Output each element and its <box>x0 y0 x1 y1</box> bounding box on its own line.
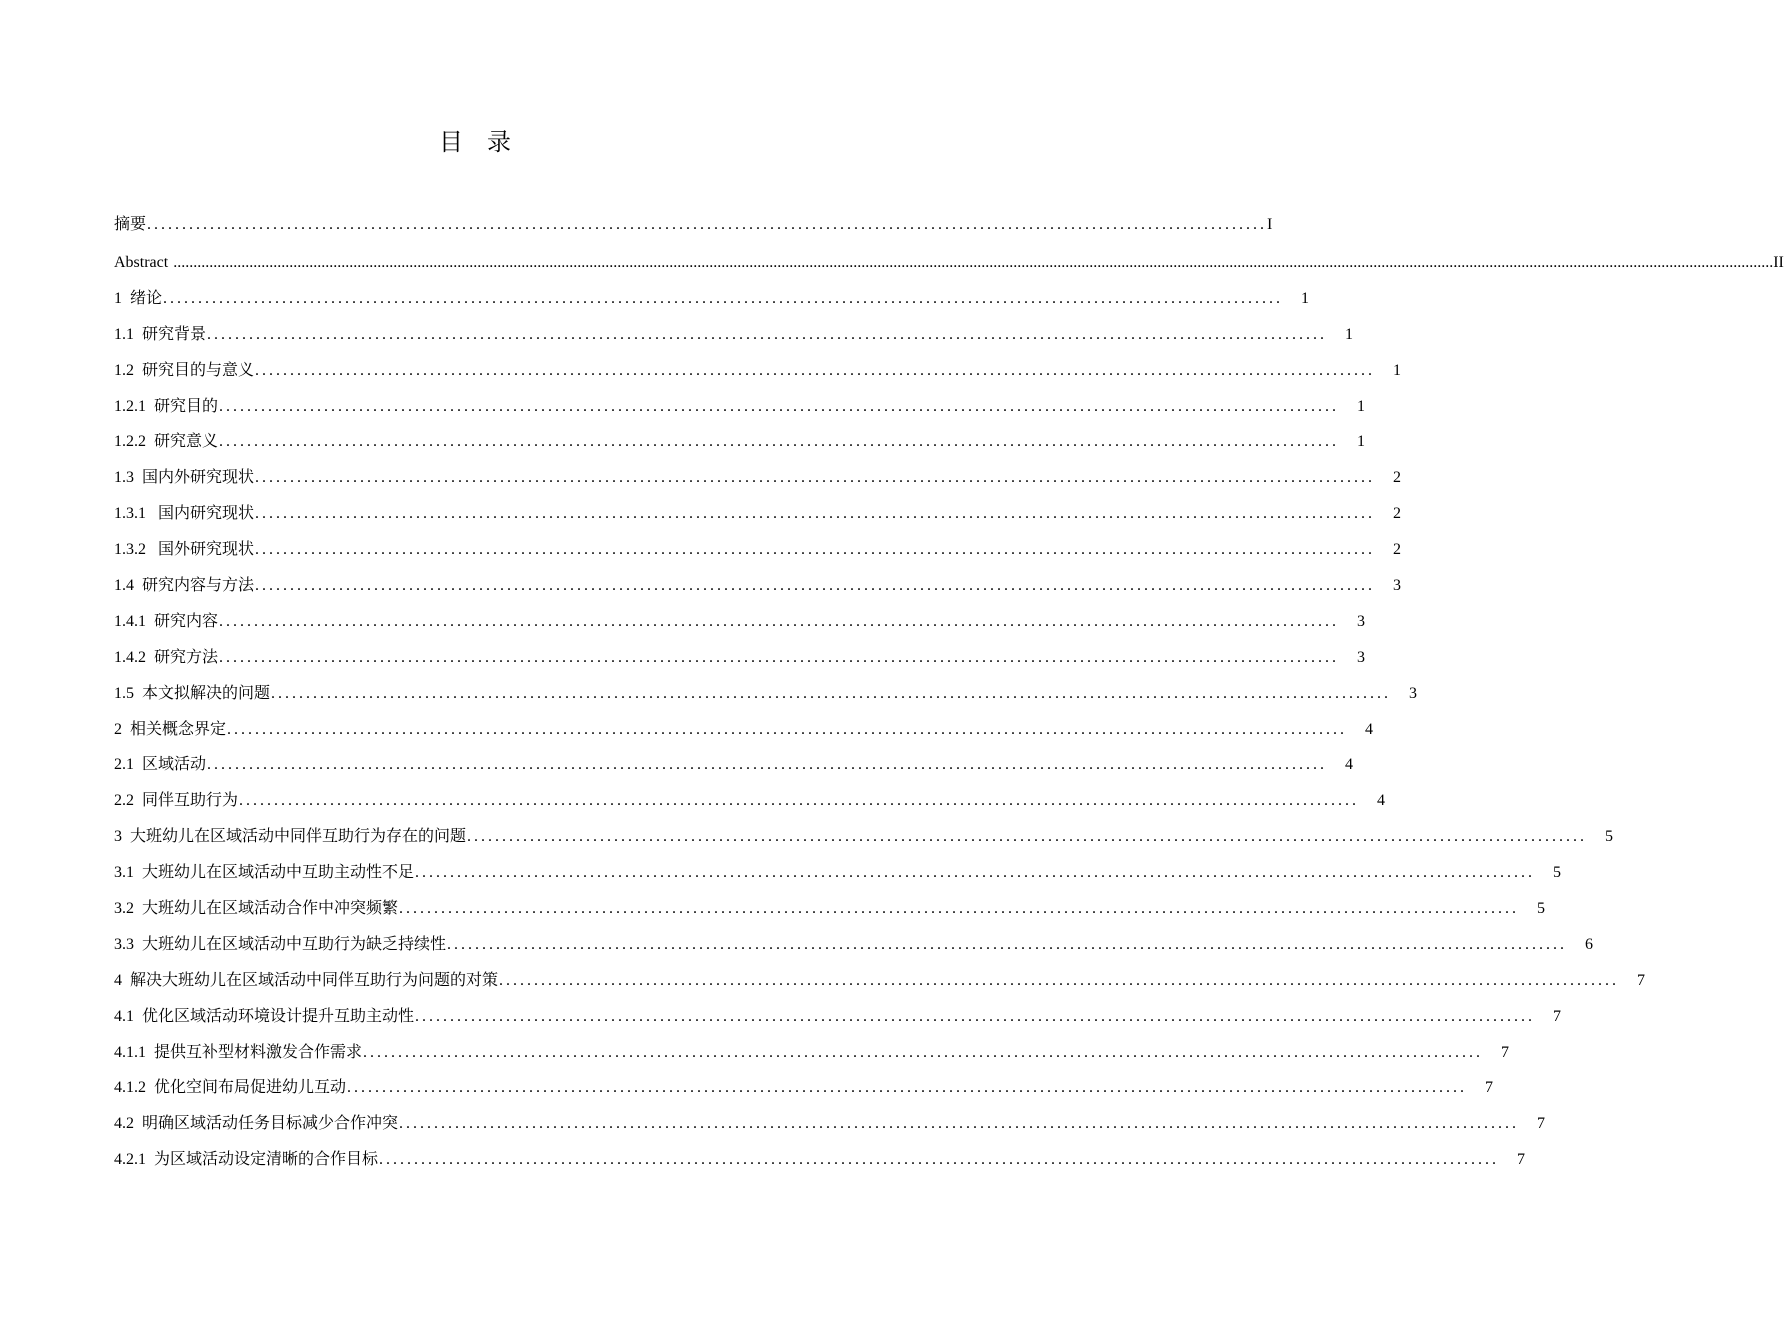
toc-entry-label: 4 解决大班幼儿在区域活动中同伴互助行为问题的对策 <box>114 971 499 989</box>
toc-entry-page-number: 5 <box>1553 864 1562 882</box>
toc-entry-label: 3.1 大班幼儿在区域活动中互助主动性不足 <box>114 864 415 882</box>
toc-dot-leader: ................................................................................................................................................................ <box>219 648 1340 666</box>
toc-entry[interactable] <box>114 790 1386 826</box>
toc-entry-page-number: 2 <box>1393 541 1402 559</box>
toc-entry-label: 4.1 优化区域活动环境设计提升互助主动性 <box>114 1007 415 1025</box>
toc-entry-page-number: 7 <box>1517 1151 1526 1169</box>
toc-entry[interactable] <box>114 898 1546 934</box>
toc-entry-page-number: 3 <box>1393 577 1402 595</box>
toc-entry[interactable] <box>114 611 1366 647</box>
toc-entry-label: 4.1.1 提供互补型材料激发合作需求 <box>114 1043 363 1061</box>
toc-dot-leader: ................................................................................................................................................................ <box>255 469 1376 487</box>
toc-entry[interactable] <box>114 1006 1562 1042</box>
toc-dot-leader: ................................................................................................................................................................ <box>363 1043 1484 1061</box>
toc-dot-leader: ................................................................................................................................................................ <box>227 720 1348 738</box>
toc-entry[interactable] <box>114 934 1594 970</box>
toc-entry[interactable] <box>114 252 1784 288</box>
toc-entry[interactable] <box>114 539 1402 575</box>
toc-dot-leader: ................................................................................................................................................................................................................................................................................................................................................................................................................ <box>173 254 1774 271</box>
toc-dot-leader: ................................................................................................................................................................ <box>239 792 1360 810</box>
toc-entry-page-number: 5 <box>1537 900 1546 918</box>
toc-entry[interactable] <box>114 503 1402 539</box>
toc-entry-page-number: II <box>1773 254 1784 271</box>
toc-entry-page-number: 1 <box>1357 397 1366 415</box>
toc-dot-leader: ................................................................................................................................................................ <box>467 828 1588 846</box>
toc-entry-label: 3.3 大班幼儿在区域活动中互助行为缺乏持续性 <box>114 935 447 953</box>
toc-entry-label: 1 绪论 <box>114 289 163 307</box>
toc-entry[interactable] <box>114 1149 1526 1185</box>
toc-entry-label: 4.2 明确区域活动任务目标减少合作冲突 <box>114 1115 399 1133</box>
toc-dot-leader: ................................................................................................................................................................ <box>163 289 1284 307</box>
toc-entry-page-number: 3 <box>1357 648 1366 666</box>
toc-dot-leader: ................................................................................................................................................................ <box>415 864 1536 882</box>
toc-entry-page-number: 6 <box>1585 935 1594 953</box>
toc-dot-leader: ................................................................................................................................................................ <box>147 216 1268 233</box>
toc-entry[interactable] <box>114 1042 1510 1078</box>
toc-entry-label: 4.2.1 为区域活动设定清晰的合作目标 <box>114 1151 379 1169</box>
toc-entry-page-number: 3 <box>1409 684 1418 702</box>
toc-entry-page-number: 7 <box>1537 1115 1546 1133</box>
toc-entry-label: 1.2.2 研究意义 <box>114 433 219 451</box>
toc-dot-leader: ................................................................................................................................................................ <box>207 756 1328 774</box>
toc-dot-leader: ................................................................................................................................................................ <box>207 325 1328 343</box>
toc-entry[interactable] <box>114 431 1366 467</box>
toc-dot-leader: ................................................................................................................................................................ <box>447 935 1568 953</box>
toc-entry[interactable] <box>114 754 1354 790</box>
toc-entry[interactable] <box>114 288 1310 324</box>
toc-entry-page-number: 1 <box>1357 433 1366 451</box>
toc-entry-page-number: 7 <box>1553 1007 1562 1025</box>
toc-entry-label: 2.2 同伴互助行为 <box>114 792 239 810</box>
toc-entry-label: 1.3.2 国外研究现状 <box>114 541 255 559</box>
toc-entry-label: 2 相关概念界定 <box>114 720 227 738</box>
toc-dot-leader: ................................................................................................................................................................ <box>347 1079 1468 1097</box>
toc-entry-page-number: 4 <box>1345 756 1354 774</box>
toc-entry-page-number: 2 <box>1393 469 1402 487</box>
toc-entry[interactable] <box>114 467 1402 503</box>
toc-entry-page-number: 1 <box>1393 361 1402 379</box>
toc-entry-page-number: 5 <box>1605 828 1614 846</box>
toc-entry-page-number: 1 <box>1301 289 1310 307</box>
toc-entry-label: 1.2.1 研究目的 <box>114 397 219 415</box>
toc-entry-label: 1.4.1 研究内容 <box>114 612 219 630</box>
table-of-contents <box>114 214 1784 1185</box>
toc-entry[interactable] <box>114 647 1366 683</box>
page-title: 目 录 <box>439 130 511 156</box>
toc-dot-leader: ................................................................................................................................................................ <box>255 361 1376 379</box>
toc-dot-leader: ................................................................................................................................................................ <box>399 900 1520 918</box>
toc-dot-leader: ................................................................................................................................................................ <box>255 577 1376 595</box>
toc-entry-label: 1.4 研究内容与方法 <box>114 577 255 595</box>
toc-entry-page-number: 7 <box>1501 1043 1510 1061</box>
toc-entry[interactable] <box>114 683 1418 719</box>
toc-entry-label: 1.3.1 国内研究现状 <box>114 505 255 523</box>
toc-dot-leader: ................................................................................................................................................................ <box>271 684 1392 702</box>
toc-dot-leader: ................................................................................................................................................................ <box>219 397 1340 415</box>
toc-entry[interactable] <box>114 214 1273 252</box>
toc-entry[interactable] <box>114 970 1646 1006</box>
toc-entry-label: 摘要 <box>114 216 147 233</box>
toc-entry-label: 2.1 区域活动 <box>114 756 207 774</box>
toc-entry-page-number: 4 <box>1365 720 1374 738</box>
toc-entry-page-number: 4 <box>1377 792 1386 810</box>
toc-entry-page-number: 7 <box>1485 1079 1494 1097</box>
toc-entry[interactable] <box>114 396 1366 432</box>
toc-entry[interactable] <box>114 1113 1546 1149</box>
toc-entry[interactable] <box>114 862 1562 898</box>
toc-entry[interactable] <box>114 575 1402 611</box>
toc-dot-leader: ................................................................................................................................................................ <box>219 612 1340 630</box>
toc-entry[interactable] <box>114 719 1374 755</box>
toc-entry-label: 1.3 国内外研究现状 <box>114 469 255 487</box>
toc-entry[interactable] <box>114 324 1354 360</box>
toc-dot-leader: ................................................................................................................................................................ <box>399 1115 1520 1133</box>
toc-entry-page-number: I <box>1267 216 1273 233</box>
toc-entry-page-number: 1 <box>1345 325 1354 343</box>
toc-entry[interactable] <box>114 1077 1494 1113</box>
toc-entry-page-number: 3 <box>1357 612 1366 630</box>
toc-entry-label: Abstract <box>114 254 173 271</box>
toc-dot-leader: ................................................................................................................................................................ <box>255 541 1376 559</box>
toc-entry-label: 1.1 研究背景 <box>114 325 207 343</box>
toc-dot-leader: ................................................................................................................................................................ <box>255 505 1376 523</box>
toc-dot-leader: ................................................................................................................................................................ <box>219 433 1340 451</box>
toc-dot-leader: ................................................................................................................................................................ <box>415 1007 1536 1025</box>
toc-dot-leader: ................................................................................................................................................................ <box>379 1151 1500 1169</box>
toc-entry-label: 4.1.2 优化空间布局促进幼儿互动 <box>114 1079 347 1097</box>
toc-entry-label: 1.4.2 研究方法 <box>114 648 219 666</box>
toc-entry-page-number: 7 <box>1637 971 1646 989</box>
toc-entry[interactable] <box>114 826 1614 862</box>
toc-entry-label: 1.5 本文拟解决的问题 <box>114 684 271 702</box>
toc-entry-label: 3.2 大班幼儿在区域活动合作中冲突频繁 <box>114 900 399 918</box>
toc-entry-label: 3 大班幼儿在区域活动中同伴互助行为存在的问题 <box>114 828 467 846</box>
toc-dot-leader: ................................................................................................................................................................ <box>499 971 1620 989</box>
toc-entry-page-number: 2 <box>1393 505 1402 523</box>
toc-entry[interactable] <box>114 360 1402 396</box>
toc-entry-label: 1.2 研究目的与意义 <box>114 361 255 379</box>
